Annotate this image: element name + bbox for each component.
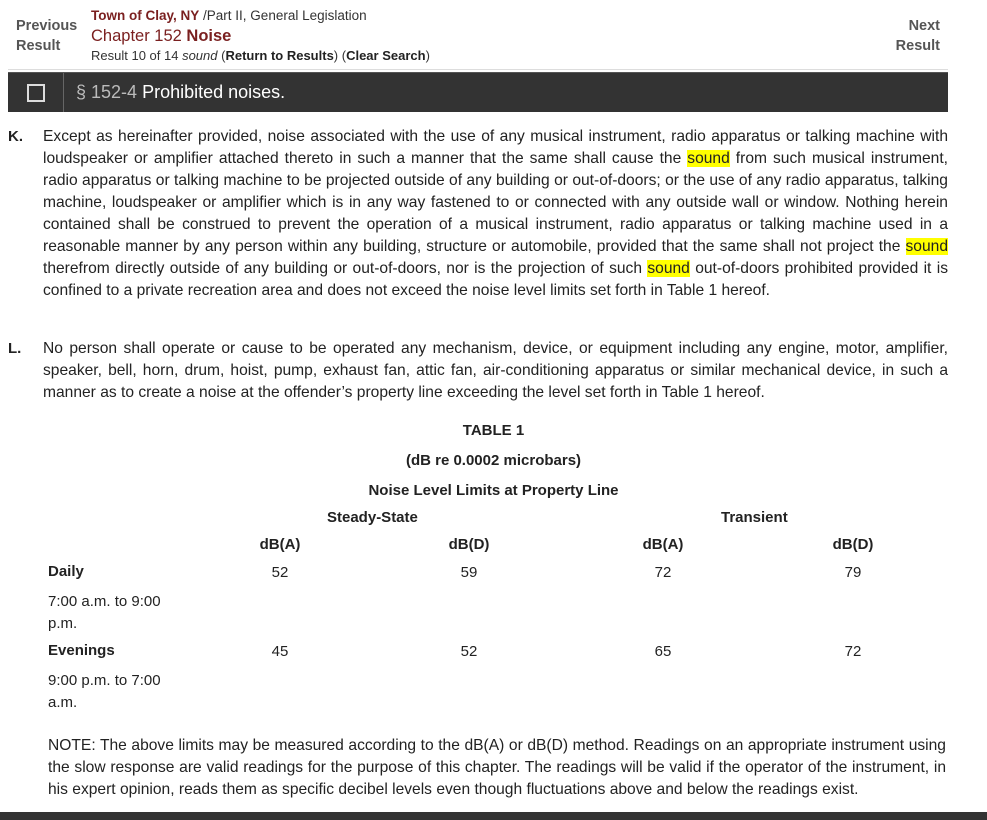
table-cell: 45 xyxy=(271,643,289,660)
row-label-evenings: Evenings xyxy=(48,642,115,659)
table-cell: 65 xyxy=(654,643,672,660)
table-cell: 72 xyxy=(654,564,672,581)
section-title xyxy=(76,82,285,103)
previous-label-line2: Result xyxy=(16,38,61,54)
next-result-button[interactable] xyxy=(896,16,940,56)
paragraph-text: No person shall operate or cause to be operated any mechanism, device, or equipment including any engine, motor, amplifier, speaker, bell, horn, drum, hoist, pump, exhaust fan, attic fan, air-conditioning apparatus or similar mechanical device, in such a manner as to create a noise at the offender’s property line exceeding the level set forth in Table 1 hereof. xyxy=(43,340,948,401)
bottom-bar xyxy=(0,812,987,820)
table-cell: 52 xyxy=(271,564,289,581)
row-time-line1: 9:00 p.m. to 7:00 xyxy=(48,672,161,689)
column-header: dB(D) xyxy=(832,536,874,553)
breadcrumb xyxy=(91,7,430,25)
chapter-name: Noise xyxy=(186,27,232,45)
breadcrumb-separator: / xyxy=(203,8,207,23)
group-header-transient: Transient xyxy=(721,509,788,526)
search-highlight: sound xyxy=(687,150,730,167)
table-cell: 72 xyxy=(844,643,862,660)
table-cell: 52 xyxy=(460,643,478,660)
column-header: dB(D) xyxy=(448,536,490,553)
paragraph-k xyxy=(8,126,948,302)
result-count: Result 10 of 14 xyxy=(91,48,179,63)
chapter-title[interactable] xyxy=(91,25,430,47)
result-header xyxy=(8,0,948,70)
paragraph-label: K. xyxy=(8,128,23,145)
table-caption: Noise Level Limits at Property Line xyxy=(368,482,619,499)
section-checkbox[interactable] xyxy=(27,84,45,102)
table-cell: 59 xyxy=(460,564,478,581)
previous-result-button[interactable] xyxy=(16,16,77,56)
row-time-line2: a.m. xyxy=(48,694,78,711)
table-note: NOTE: The above limits may be measured according to the dB(A) or dB(D) method. Readings on an appropriate instrument using the slow response are valid readings for the purpose of this chapter. The readings will be valid if the operator of the instrument, in his expert opinion, reads them as specific decibel levels even though fluctuations above and below the readings exist. xyxy=(48,737,946,798)
search-highlight: sound xyxy=(905,238,948,255)
group-header-steady-state: Steady-State xyxy=(327,509,418,526)
text-run: Except as hereinafter provided, noise associated with the use of any musical instrument, radio apparatus or talking machine with loudspeaker or amplifier attached thereto in such a manner that the same shall cause the xyxy=(43,128,948,167)
search-term: sound xyxy=(182,48,218,63)
column-header: dB(A) xyxy=(259,536,301,553)
row-time-line1: 7:00 a.m. to 9:00 xyxy=(48,593,161,610)
column-header: dB(A) xyxy=(642,536,684,553)
previous-label-line1: Previous xyxy=(16,18,78,34)
paragraph-l xyxy=(8,338,948,404)
next-label-line2: Result xyxy=(895,38,940,54)
row-label-daily: Daily xyxy=(48,563,84,580)
part-label: Part II, General Legislation xyxy=(206,8,367,23)
table-cell: 79 xyxy=(844,564,862,581)
table-title: TABLE 1 xyxy=(462,422,525,439)
chapter-number: Chapter 152 xyxy=(91,27,182,45)
section-title-text: Prohibited noises. xyxy=(142,82,286,102)
title-block xyxy=(91,7,430,65)
paragraph-text xyxy=(43,126,948,302)
text-run: from such musical instrument, radio apparatus or talking machine to be projected outside of any building or out-of-doors; or the use of any radio apparatus, talking machine, loudspeaker or amplifier which is in any way fastened to or connected with any outside wall or window. Nothing herein contained shall be construed to prevent the operation of a musical instrument, radio apparatus or talking machine used in a reasonable manner by any person within any building, structure or automobile, provided that the same shall not project the xyxy=(43,150,948,255)
section-number: § 152-4 xyxy=(76,82,138,102)
row-time-line2: p.m. xyxy=(48,615,78,632)
paragraph-label: L. xyxy=(8,340,22,357)
return-to-results-link[interactable]: Return to Results xyxy=(225,48,334,63)
text-run: therefrom directly outside of any building or out-of-doors, nor is the projection of such xyxy=(43,260,648,277)
search-highlight: sound xyxy=(647,260,690,277)
text-run: out-of-doors prohibited provided it is confined to a private recreation area and does not exceed the noise level limits set forth in Table 1 hereof. xyxy=(43,260,948,299)
town-link[interactable]: Town of Clay, NY xyxy=(91,8,200,23)
result-status: Result 10 of 14 sound (Return to Results) (Clear Search) xyxy=(91,48,430,63)
clear-search-link[interactable]: Clear Search xyxy=(346,48,426,63)
table-subtitle: (dB re 0.0002 microbars) xyxy=(405,452,582,469)
select-cell xyxy=(8,73,64,112)
section-bar xyxy=(8,72,948,112)
next-label-line1: Next xyxy=(908,18,940,34)
